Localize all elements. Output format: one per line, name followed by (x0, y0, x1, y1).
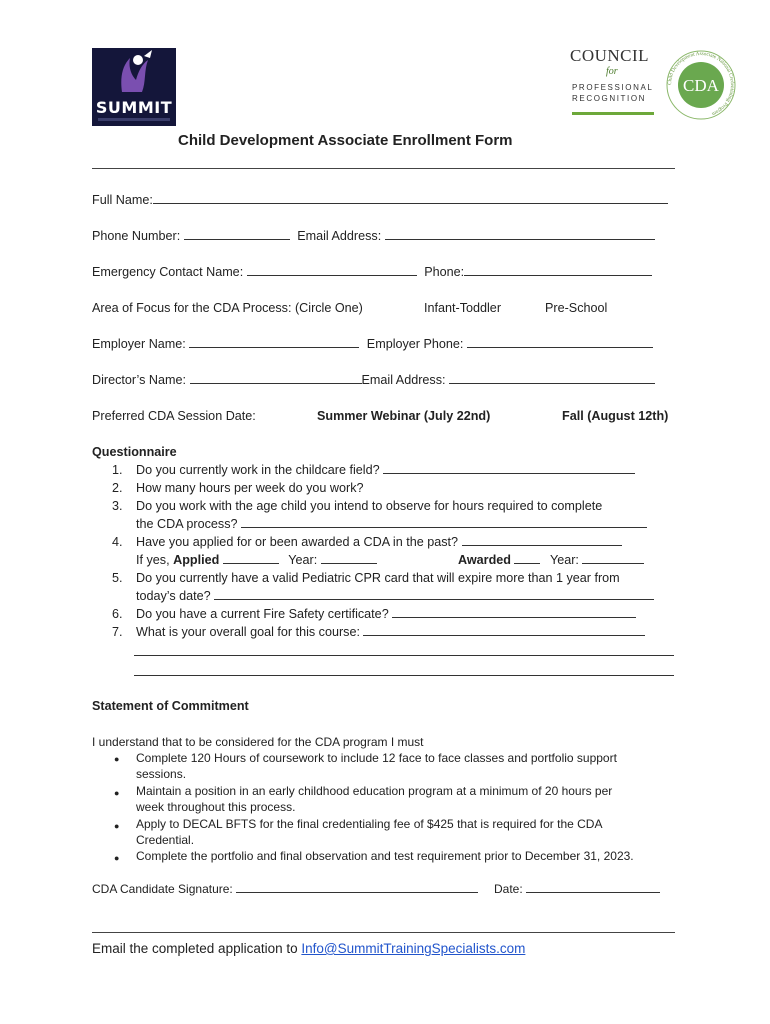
emergency-contact-field[interactable] (247, 264, 417, 276)
council-logo (570, 46, 664, 118)
question-number: 5. (112, 571, 123, 585)
cda-ring-text: Child Development Associate National Credentialing Program (666, 50, 736, 117)
phone-number-label: Phone Number: (92, 229, 181, 243)
emergency-contact-label: Emergency Contact Name: (92, 265, 244, 279)
question-4-text: Have you applied for or been awarded a CDA in the past? (136, 535, 459, 549)
option-infant-toddler[interactable]: Infant-Toddler (424, 301, 502, 315)
footer-line (92, 941, 525, 956)
director-name-label: Director’s Name: (92, 373, 187, 387)
summit-figure-icon (92, 48, 176, 98)
commitment-item-2-cont: week throughout this process. (136, 800, 296, 814)
question-5-text: Do you currently have a valid Pediatric CPR card that will expire more than 1 year from (136, 571, 620, 585)
if-yes-label: If yes, (136, 553, 170, 567)
awarded-label: Awarded (458, 553, 511, 567)
council-line-recognition: RECOGNITION (572, 94, 647, 103)
employer-row (92, 336, 653, 352)
question-7-field[interactable] (363, 624, 645, 636)
signature-field[interactable] (236, 881, 478, 893)
question-2-text: How many hours per week do you work? (136, 481, 364, 495)
summit-logo (92, 48, 176, 126)
question-6 (136, 606, 636, 622)
question-3-text: Do you work with the age child you intend to observe for hours required to complete (136, 499, 603, 513)
emergency-phone-field[interactable] (464, 264, 652, 276)
questionnaire-heading: Questionnaire (92, 445, 177, 459)
question-number: 7. (112, 625, 123, 639)
question-number: 4. (112, 535, 123, 549)
awarded-field[interactable] (514, 552, 540, 564)
question-4-details (136, 552, 377, 568)
question-3-cont (136, 516, 647, 532)
question-1 (136, 462, 635, 478)
signature-row (92, 881, 478, 897)
phone-email-row (92, 228, 655, 244)
footer-email-link[interactable]: Info@SummitTrainingSpecialists.com (301, 941, 526, 956)
awarded-details (458, 552, 644, 568)
director-row (92, 372, 655, 388)
applied-field[interactable] (223, 552, 279, 564)
director-email-label: Email Address: (361, 373, 446, 387)
question-4 (136, 534, 622, 550)
commitment-heading: Statement of Commitment (92, 699, 249, 713)
option-pre-school[interactable]: Pre-School (545, 301, 608, 315)
director-email-field[interactable] (449, 372, 655, 384)
emergency-row (92, 264, 652, 280)
bullet: ● (114, 788, 120, 798)
commitment-item-3: Apply to DECAL BFTS for the final credentialing fee of $425 that is required for the CDA (136, 817, 603, 831)
council-wordmark: COUNCIL (570, 46, 650, 65)
session-date-label: Preferred CDA Session Date: (92, 409, 256, 423)
page-title: Child Development Associate Enrollment Form (178, 132, 513, 149)
phone-number-field[interactable] (184, 228, 290, 240)
title-divider (92, 168, 675, 169)
question-7-field-line-3[interactable] (134, 675, 674, 676)
question-6-field[interactable] (392, 606, 636, 618)
commitment-item-2: Maintain a position in an early childhood education program at a minimum of 20 hours per (136, 784, 613, 798)
option-summer-webinar[interactable]: Summer Webinar (July 22nd) (317, 409, 491, 423)
employer-name-label: Employer Name: (92, 337, 186, 351)
summit-wordmark: SUMMIT (95, 98, 173, 117)
question-5-cont (136, 588, 654, 604)
cda-seal-text: CDA (683, 76, 719, 95)
emergency-phone-label: Phone: (424, 265, 465, 279)
commitment-item-1-cont: sessions. (136, 767, 187, 781)
question-1-field[interactable] (383, 462, 635, 474)
commitment-item-4: Complete the portfolio and final observation and test requirement prior to December 31, 2023. (136, 849, 634, 863)
email-address-label: Email Address: (297, 229, 382, 243)
awarded-year-field[interactable] (582, 552, 644, 564)
date-row (494, 881, 660, 897)
question-3-text-cont: the CDA process? (136, 517, 238, 531)
question-number: 6. (112, 607, 123, 621)
question-3-field[interactable] (241, 516, 647, 528)
email-address-field[interactable] (385, 228, 655, 240)
employer-name-field[interactable] (189, 336, 359, 348)
question-7-field-line-2[interactable] (134, 655, 674, 656)
applied-label: Applied (173, 553, 220, 567)
commitment-item-3-cont: Credential. (136, 833, 195, 847)
council-line-professional: PROFESSIONAL (572, 83, 654, 92)
question-5-text-cont: today’s date? (136, 589, 211, 603)
area-focus-label: Area of Focus for the CDA Process: (Circle One) (92, 301, 363, 315)
question-number: 1. (112, 463, 123, 477)
applied-year-label: Year: (288, 553, 318, 567)
employer-phone-label: Employer Phone: (366, 337, 464, 351)
director-name-field[interactable] (190, 372, 362, 384)
bullet: ● (114, 821, 120, 831)
question-number: 3. (112, 499, 123, 513)
question-7 (136, 624, 645, 640)
council-subtitle (572, 82, 653, 104)
question-7-text: What is your overall goal for this course: (136, 625, 360, 639)
council-green-bar (572, 112, 654, 115)
employer-phone-field[interactable] (467, 336, 653, 348)
commitment-item-1: Complete 120 Hours of coursework to include 12 face to face classes and portfolio support (136, 751, 617, 765)
commitment-intro: I understand that to be considered for the CDA program I must (92, 735, 424, 749)
footer-text: Email the completed application to (92, 941, 302, 956)
full-name-row (92, 192, 668, 208)
question-6-text: Do you have a current Fire Safety certificate? (136, 607, 389, 621)
awarded-year-label: Year: (549, 553, 579, 567)
option-fall[interactable]: Fall (August 12th) (562, 409, 669, 423)
question-number: 2. (112, 481, 123, 495)
question-5-field[interactable] (214, 588, 654, 600)
question-1-text: Do you currently work in the childcare field? (136, 463, 380, 477)
full-name-field[interactable] (153, 192, 668, 204)
bullet: ● (114, 754, 120, 764)
signature-label: CDA Candidate Signature: (92, 882, 233, 896)
applied-year-field[interactable] (321, 552, 377, 564)
question-4-field[interactable] (462, 534, 622, 546)
date-field[interactable] (526, 881, 660, 893)
council-for-text: for (606, 66, 618, 77)
date-label: Date: (494, 882, 523, 896)
bullet: ● (114, 853, 120, 863)
summit-tagline-bar (98, 118, 170, 121)
full-name-label: Full Name: (92, 193, 153, 207)
footer-divider (92, 932, 675, 933)
cda-seal-logo (666, 50, 736, 120)
